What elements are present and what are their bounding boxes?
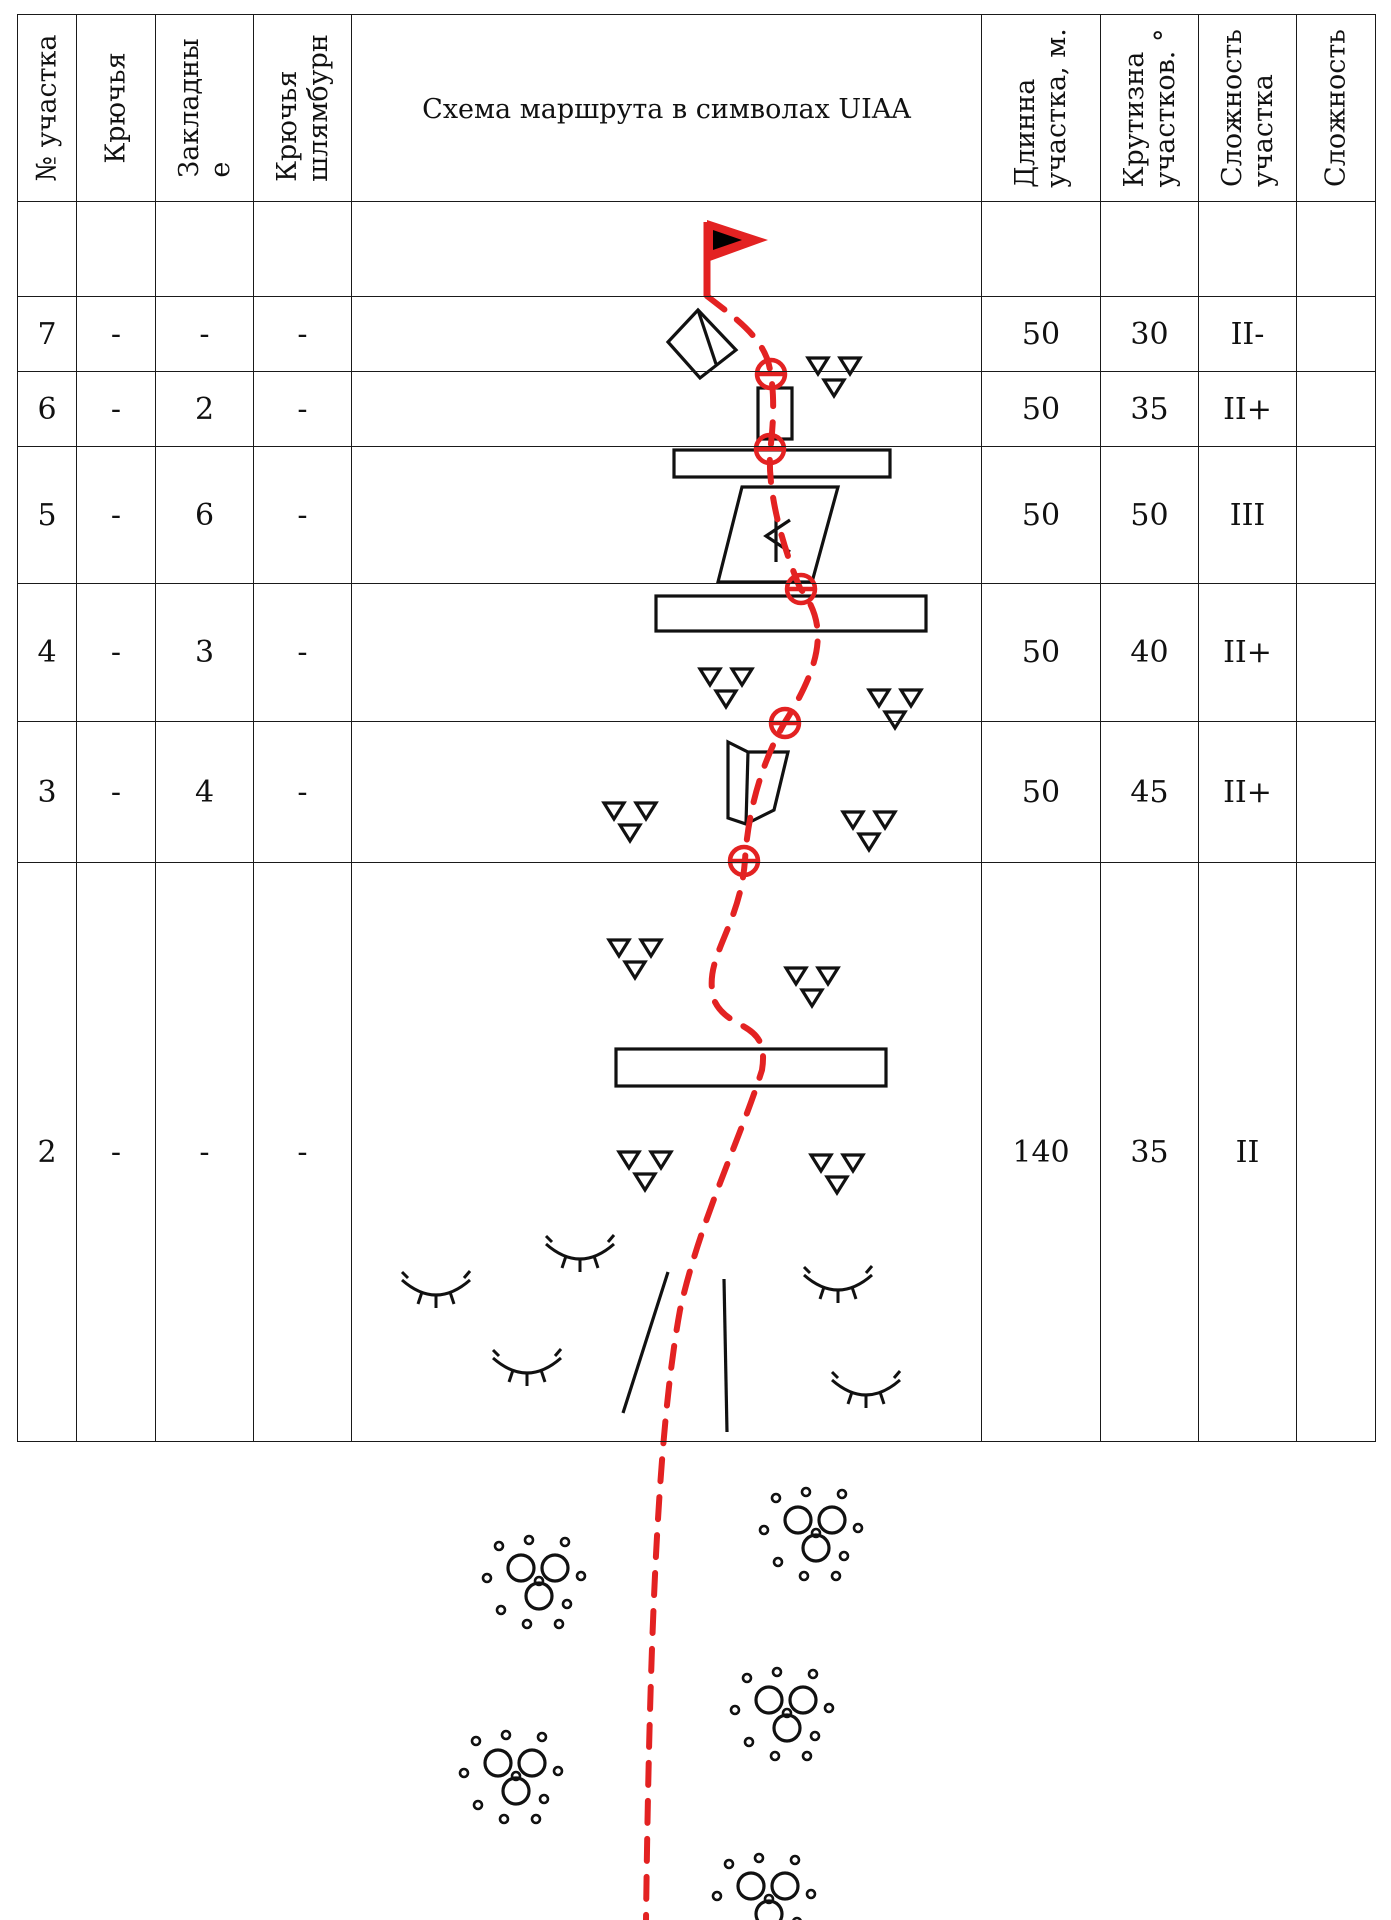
cell-schema (352, 202, 982, 297)
header-difficulty: Сложность участка (1199, 15, 1297, 202)
cell-no: 5 (18, 447, 77, 584)
table-header-row (18, 15, 1376, 202)
cell-schema (352, 372, 982, 447)
cell-steepness: 50 (1101, 447, 1199, 584)
table-row (18, 372, 1376, 447)
cell-difficulty-2 (1297, 297, 1376, 372)
cell-schema (352, 584, 982, 722)
cell-chocks: 2 (156, 372, 254, 447)
cell-bolts: - (254, 584, 352, 722)
cell-length: 140 (982, 863, 1101, 1442)
cell-chocks (156, 202, 254, 297)
cell-schema (352, 722, 982, 863)
cell-schema (352, 297, 982, 372)
cell-difficulty: II+ (1199, 584, 1297, 722)
cell-bolts: - (254, 863, 352, 1442)
header-length: Длинна участка, м. (982, 15, 1101, 202)
header-bolts: Крючья шлямбурн (254, 15, 352, 202)
cell-length: 50 (982, 297, 1101, 372)
cell-no: 2 (18, 863, 77, 1442)
cell-no: 3 (18, 722, 77, 863)
cell-difficulty: III (1199, 447, 1297, 584)
cell-no: 4 (18, 584, 77, 722)
cell-schema (352, 447, 982, 584)
header-steepness: Крутизна участков. ° (1101, 15, 1199, 202)
cell-difficulty: II+ (1199, 372, 1297, 447)
cell-difficulty-2 (1297, 722, 1376, 863)
header-section-no: № участка (18, 15, 77, 202)
cell-steepness: 30 (1101, 297, 1199, 372)
cell-steepness (1101, 202, 1199, 297)
cell-bolts (254, 202, 352, 297)
route-description-table (17, 14, 1376, 1442)
cell-steepness: 40 (1101, 584, 1199, 722)
table-row (18, 202, 1376, 297)
cell-difficulty-2 (1297, 202, 1376, 297)
cell-bolts: - (254, 372, 352, 447)
cell-chocks: - (156, 297, 254, 372)
cell-difficulty: II- (1199, 297, 1297, 372)
table-row (18, 584, 1376, 722)
cell-pitons: - (77, 372, 156, 447)
cell-length: 50 (982, 722, 1101, 863)
cell-bolts: - (254, 447, 352, 584)
header-schema: Схема маршрута в символах UIAA (352, 15, 982, 202)
cell-difficulty-2 (1297, 447, 1376, 584)
cell-schema (352, 863, 982, 1442)
cell-chocks: - (156, 863, 254, 1442)
table-row (18, 447, 1376, 584)
header-chocks: Закладны е (156, 15, 254, 202)
cell-pitons: - (77, 297, 156, 372)
cell-difficulty: II+ (1199, 722, 1297, 863)
cell-bolts: - (254, 297, 352, 372)
cell-difficulty: II (1199, 863, 1297, 1442)
cell-steepness: 35 (1101, 863, 1199, 1442)
table-row (18, 863, 1376, 1442)
cell-no: 6 (18, 372, 77, 447)
table-row (18, 722, 1376, 863)
cell-chocks: 6 (156, 447, 254, 584)
cell-difficulty-2 (1297, 372, 1376, 447)
cell-length (982, 202, 1101, 297)
cell-pitons (77, 202, 156, 297)
header-difficulty-2: Сложность (1297, 15, 1376, 202)
cell-difficulty-2 (1297, 584, 1376, 722)
cell-length: 50 (982, 372, 1101, 447)
cell-no: 7 (18, 297, 77, 372)
boulder-field-icon (460, 1488, 862, 1920)
cell-length: 50 (982, 447, 1101, 584)
header-pitons: Крючья (77, 15, 156, 202)
cell-difficulty (1199, 202, 1297, 297)
cell-pitons: - (77, 722, 156, 863)
cell-no (18, 202, 77, 297)
cell-chocks: 3 (156, 584, 254, 722)
cell-pitons: - (77, 584, 156, 722)
cell-pitons: - (77, 863, 156, 1442)
table-row (18, 297, 1376, 372)
cell-bolts: - (254, 722, 352, 863)
cell-steepness: 45 (1101, 722, 1199, 863)
cell-steepness: 35 (1101, 372, 1199, 447)
cell-difficulty-2 (1297, 863, 1376, 1442)
cell-length: 50 (982, 584, 1101, 722)
cell-chocks: 4 (156, 722, 254, 863)
cell-pitons: - (77, 447, 156, 584)
